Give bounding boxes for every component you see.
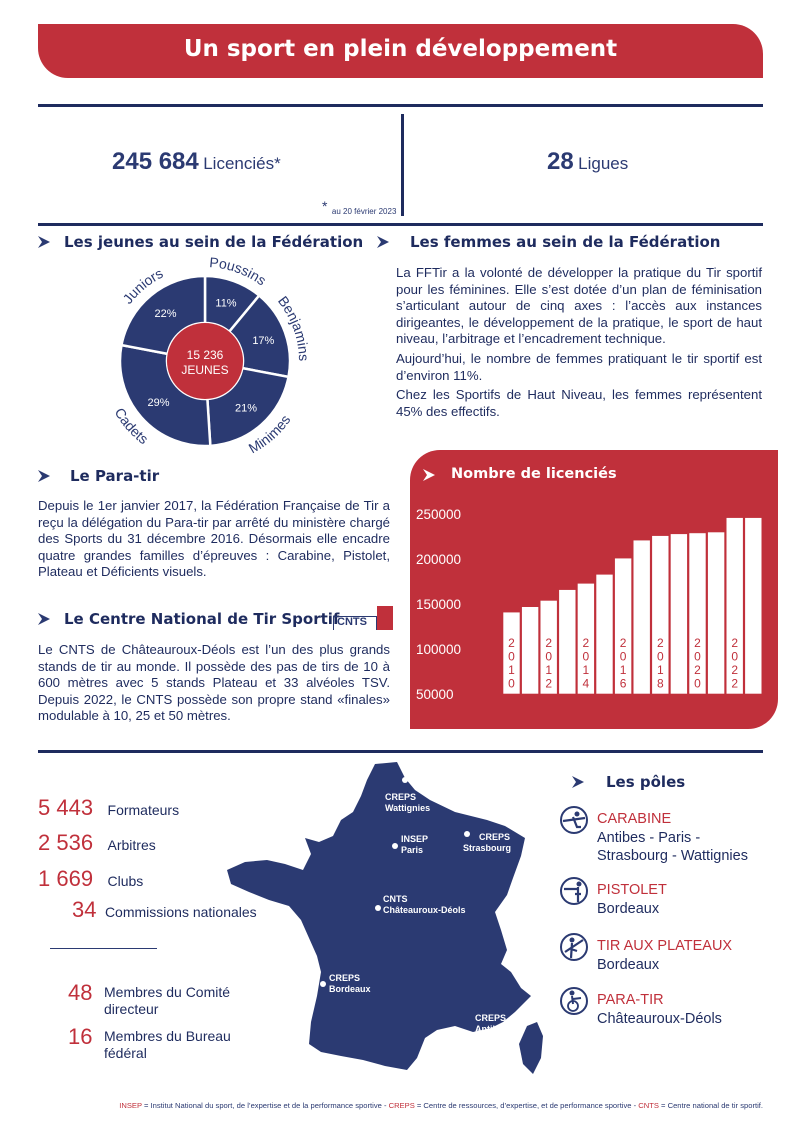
map-pin xyxy=(320,981,326,987)
bar xyxy=(670,534,687,694)
stat-value: 1 669 xyxy=(38,866,94,891)
donut-category-label: Juniors xyxy=(119,264,166,307)
divider-top xyxy=(38,104,763,107)
jeunes-title: Les jeunes au sein de la Fédération xyxy=(64,233,364,251)
pole-city: Bordeaux xyxy=(597,957,660,973)
footnote xyxy=(322,198,397,219)
para-shooter-icon xyxy=(559,986,589,1016)
footer-creps-text: = Centre de ressources, d’expertise, et de performance sportive - xyxy=(414,1101,639,1110)
kpi-licencies xyxy=(112,148,281,176)
femmes-paragraph-2: Aujourd’hui, le nombre de femmes pratiquant le tir sportif est d’environ 11%. xyxy=(396,350,762,383)
cnts-text: Le CNTS de Châteauroux-Déols est l’un des plus grands stands de tir au monde. Il possède des pas de tirs de 10 à 600 mètres avec 5 stands Plateau et 33 alvéoles TSV. Depuis 2022, le CNTS possède son propre stand «finales» modulable à 10, 25 et 50 mètres. xyxy=(38,642,390,724)
ligues-value: 28 xyxy=(547,148,574,175)
stat-row xyxy=(38,866,143,892)
chevron-right-icon xyxy=(37,469,51,483)
paratir-text: Depuis le 1er janvier 2017, la Fédération Française de Tir a reçu la délégation du Para-tir par arrêté du ministère chargé des Sports du 31 décembre 2016. Désormais elle encadre quatre grandes familles d’épreuves : Carabine, Pistolet, Plateau et Déficients visuels. xyxy=(38,498,390,580)
donut-percent-label: 21% xyxy=(234,402,258,415)
pole-name: PISTOLET xyxy=(597,882,667,898)
rifle-shooter-icon xyxy=(559,805,589,835)
stat-value: 34 xyxy=(72,897,97,922)
x-tick-label: 2 0 1 4 xyxy=(582,636,590,691)
licencies-chart-title: Nombre de licenciés xyxy=(451,466,617,482)
cnts-title: Le Centre National de Tir Sportif xyxy=(64,610,340,628)
x-tick-label: 2 0 1 2 xyxy=(545,636,553,691)
donut-category-label: Benjamins xyxy=(274,292,313,362)
page-title: Un sport en plein développement xyxy=(183,36,618,62)
donut-center-value: 15 236 xyxy=(186,348,224,362)
licencies-label: Licenciés* xyxy=(203,154,281,173)
member-label: Membres du Comité directeur xyxy=(104,984,231,1017)
pistol-shooter-icon xyxy=(559,876,589,906)
pole-city: Châteauroux-Déols xyxy=(597,1011,722,1027)
map-city-name: CREPS xyxy=(329,973,361,983)
clay-shooter-icon xyxy=(559,932,589,962)
map-city-sub: Strasbourg xyxy=(463,843,512,853)
map-city-sub: Wattignies xyxy=(385,803,431,813)
donut-category-label: Poussins xyxy=(208,256,270,289)
donut-percent-label: 22% xyxy=(154,308,177,321)
femmes-title: Les femmes au sein de la Fédération xyxy=(410,233,721,251)
cnts-logo xyxy=(333,606,393,630)
x-tick-label: 2 0 2 2 xyxy=(731,636,739,691)
footer-insep-text: = Institut National du sport, de l’expertise et de la performance sportive - xyxy=(141,1101,389,1110)
donut-percent-label: 29% xyxy=(147,397,170,410)
x-tick-label: 2 0 1 0 xyxy=(508,636,515,691)
y-tick-label: 250000 xyxy=(416,507,462,522)
femmes-text xyxy=(396,265,762,423)
poles-title: Les pôles xyxy=(606,773,686,791)
x-tick-label: 2 0 1 8 xyxy=(656,636,664,691)
map-city-name: CREPS xyxy=(479,832,511,842)
footer-cnts-text: = Centre national de tir sportif. xyxy=(658,1101,763,1110)
footer-insep-abbr: INSEP xyxy=(119,1101,142,1110)
donut-category-label: Minimes xyxy=(245,411,294,457)
map-city-sub: Paris xyxy=(401,845,424,855)
map-city-name: CREPS xyxy=(385,792,417,802)
map-city-name: INSEP xyxy=(401,834,429,844)
footer-legend xyxy=(38,1101,763,1110)
donut-percent-label: 11% xyxy=(215,297,237,310)
map-pin xyxy=(512,1021,518,1027)
map-city-sub: Antibes xyxy=(475,1024,509,1034)
y-tick-label: 150000 xyxy=(416,597,462,612)
y-tick-label: 200000 xyxy=(416,552,462,567)
kpi-divider xyxy=(401,114,404,216)
pole-name: PARA-TIR xyxy=(597,992,664,1008)
member-value: 48 xyxy=(68,980,93,1005)
chevron-right-icon xyxy=(376,235,390,249)
divider-kpis xyxy=(38,223,763,226)
cnts-logo-text: CNTS xyxy=(337,616,367,628)
chevron-right-icon xyxy=(37,612,51,626)
stat-label: Commissions nationales xyxy=(104,904,257,920)
divider-bottom xyxy=(38,750,763,753)
licencies-bar-chart xyxy=(410,450,778,729)
y-tick-label: 50000 xyxy=(416,687,454,702)
chevron-right-icon xyxy=(571,775,585,789)
licencies-chart-panel xyxy=(410,450,778,729)
footer-creps-abbr: CREPS xyxy=(388,1101,415,1110)
stat-label: Formateurs xyxy=(107,802,180,818)
bar xyxy=(596,574,613,694)
pole-name: TIR AUX PLATEAUX xyxy=(597,938,733,954)
footer-cnts-abbr: CNTS xyxy=(638,1101,659,1110)
corsica-shape xyxy=(519,1022,543,1074)
x-tick-label: 2 0 1 6 xyxy=(619,636,627,691)
stat-row xyxy=(38,830,156,856)
stat-value: 5 443 xyxy=(38,795,94,820)
kpi-ligues xyxy=(547,148,628,176)
header-banner xyxy=(38,24,763,78)
france-map xyxy=(225,760,555,1080)
footnote-mark: * xyxy=(322,198,328,214)
stats-divider xyxy=(50,948,157,949)
ligues-label: Ligues xyxy=(578,154,629,173)
y-tick-label: 100000 xyxy=(416,642,462,657)
map-city-name: CREPS xyxy=(475,1013,507,1023)
map-pin xyxy=(375,905,381,911)
bar xyxy=(633,540,650,694)
bar xyxy=(559,590,576,694)
map-city-name: CNTS xyxy=(383,894,408,904)
bar xyxy=(745,518,762,694)
licencies-value: 245 684 xyxy=(112,148,199,175)
map-city-sub: Châteauroux-Déols xyxy=(383,905,466,915)
map-city-sub: Bordeaux xyxy=(329,984,371,994)
member-label: Membres du Bureau fédéral xyxy=(104,1028,231,1061)
pole-city: Antibes - Paris - Strasbourg - Wattignies xyxy=(597,830,748,864)
map-pin xyxy=(392,843,398,849)
donut-category-label: Cadets xyxy=(111,404,152,448)
stat-label: Arbitres xyxy=(107,837,156,853)
pole-name: CARABINE xyxy=(597,811,672,827)
stat-label: Clubs xyxy=(107,873,144,889)
stat-value: 2 536 xyxy=(38,830,94,855)
femmes-paragraph-3: Chez les Sportifs de Haut Niveau, les femmes représentent 45% des effectifs. xyxy=(396,387,762,419)
paratir-title: Le Para-tir xyxy=(70,467,160,485)
bar xyxy=(522,607,539,694)
member-value: 16 xyxy=(68,1024,93,1049)
map-pin xyxy=(402,777,408,783)
chevron-right-icon xyxy=(37,235,51,249)
femmes-paragraph-1: La FFTir a la volonté de développer la pratique du Tir sportif pour les féminines. Elle s’est dotée d’un plan de féminisation s’articulant autour de cinq axes : l’accès aux instances dirigeantes, le développement de la pratique, le sport de haut niveau, l’arbitrage et l’encadrement technique. xyxy=(396,265,762,347)
x-tick-label: 2 0 2 0 xyxy=(694,636,701,691)
bar xyxy=(708,532,725,694)
footnote-text: au 20 février 2023 xyxy=(331,207,397,216)
stat-row xyxy=(38,795,179,821)
donut-percent-label: 17% xyxy=(252,334,275,347)
donut-center-label: JEUNES xyxy=(181,363,229,377)
jeunes-donut-chart xyxy=(100,256,320,466)
pole-city: Bordeaux xyxy=(597,901,660,917)
map-pin xyxy=(464,831,470,837)
